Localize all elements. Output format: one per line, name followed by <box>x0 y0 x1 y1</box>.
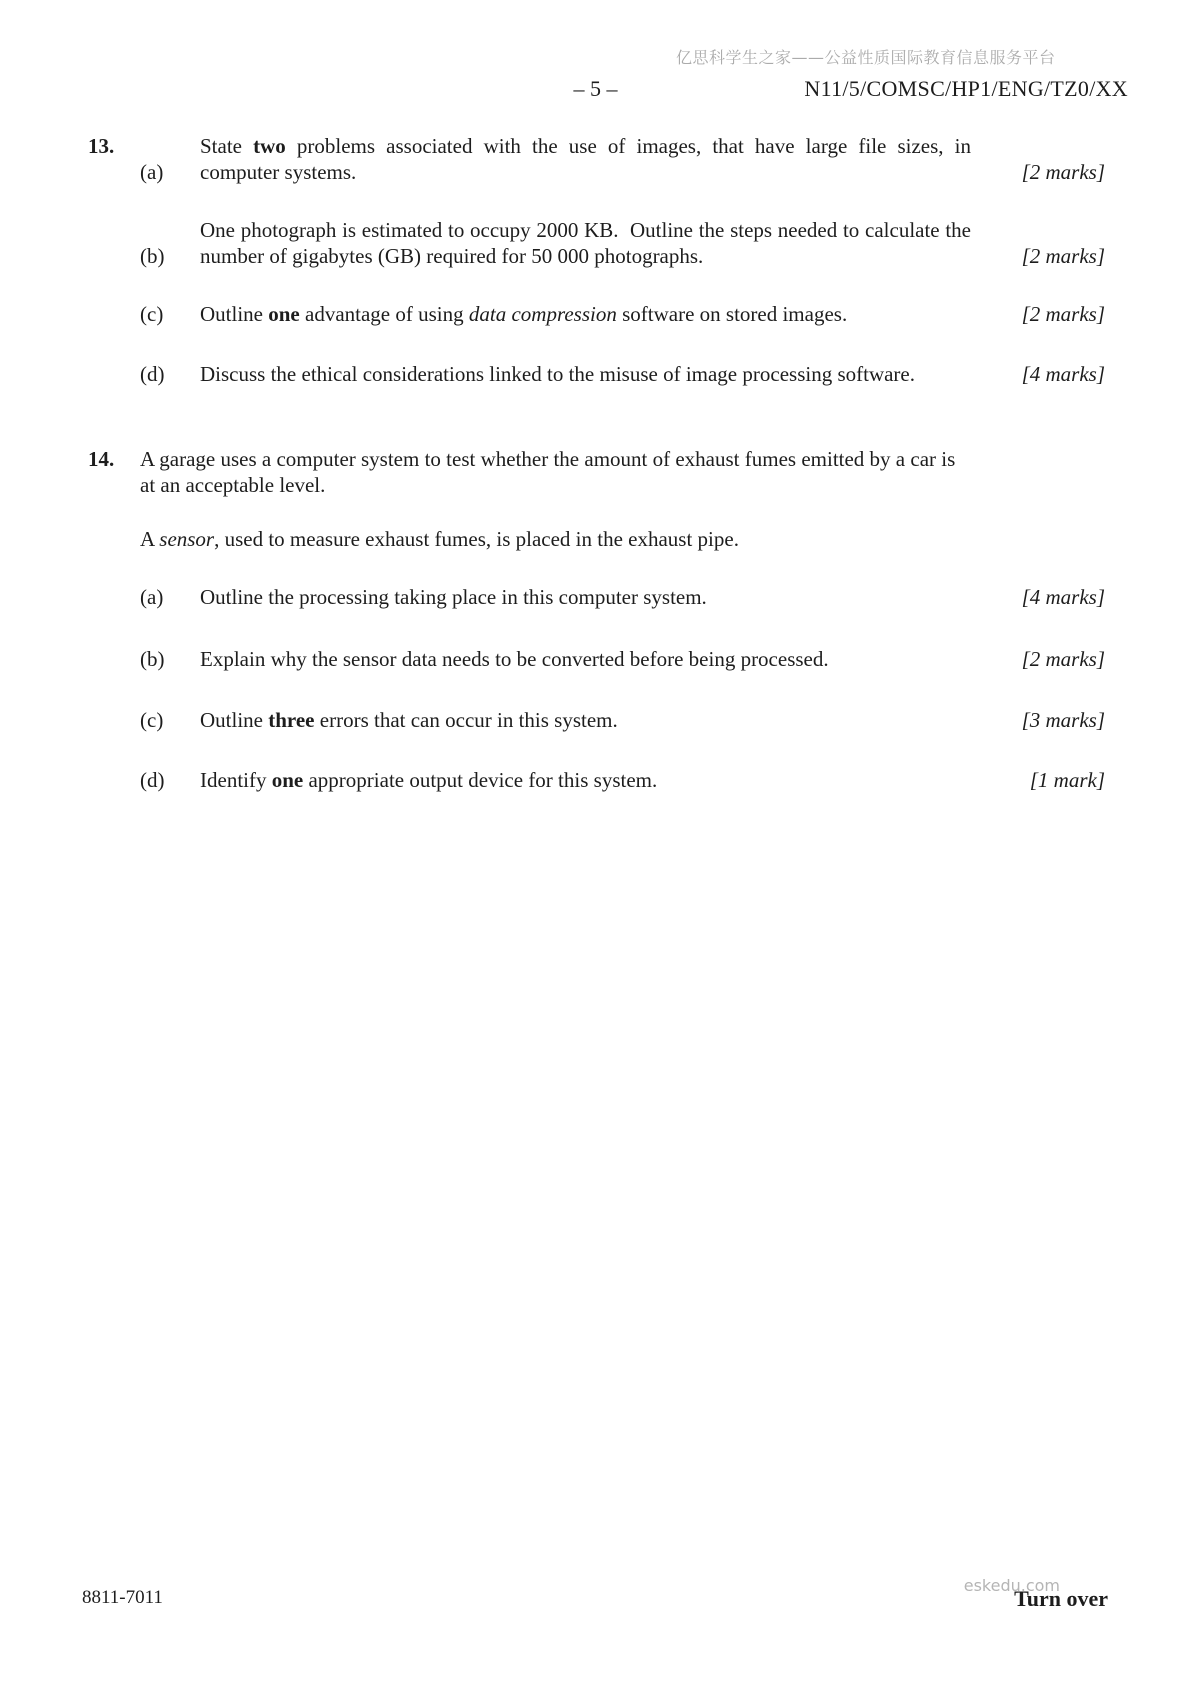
italic-text: sensor <box>159 527 215 551</box>
question-14 <box>88 446 1105 793</box>
question-14b <box>140 646 1105 672</box>
marks-label: [2 marks] <box>1021 302 1105 326</box>
bold-text: three <box>268 708 315 732</box>
marks-label: [2 marks] <box>1021 647 1105 671</box>
question-14-number: 14. <box>88 447 115 471</box>
text-segment: Discuss the ethical considerations linked to the misuse of image processing software. <box>200 362 915 386</box>
part-text <box>200 361 971 387</box>
marks-label: [3 marks] <box>1021 708 1105 732</box>
bold-text: one <box>268 302 300 326</box>
site-banner-text: 亿思科学生之家——公益性质国际教育信息服务平台 <box>676 48 1056 67</box>
text-segment: One photograph is estimated to occupy 2000 KB. Outline the steps needed to calculate the number of gigabytes (GB) required for 50 000 photographs. <box>200 218 971 268</box>
question-13c <box>140 301 1105 327</box>
question-13d <box>140 361 1105 387</box>
question-13b <box>140 217 1105 269</box>
text-segment: State <box>200 134 254 158</box>
text-segment: Outline the processing taking place in this computer system. <box>200 585 707 609</box>
part-text <box>200 707 971 733</box>
text-segment: Explain why the sensor data needs to be converted before being processed. <box>200 647 829 671</box>
paper-code: N11/5/COMSC/HP1/ENG/TZ0/XX <box>804 76 1128 101</box>
marks-label: [1 mark] <box>1029 768 1105 792</box>
marks-label: [2 marks] <box>1021 244 1105 268</box>
text-segment: problems associated with the use of images, that have large file sizes, in computer systems. <box>200 134 971 184</box>
bold-text: two <box>253 134 286 158</box>
page-number: – 5 – <box>573 76 618 101</box>
question-13a <box>140 133 1105 185</box>
text-segment: Identify <box>200 768 272 792</box>
text-segment: Outline <box>200 708 269 732</box>
question-14c <box>140 707 1105 733</box>
part-label: (a) <box>140 160 164 184</box>
part-label: (c) <box>140 302 164 326</box>
part-text <box>200 217 971 269</box>
text-segment: , used to measure exhaust fumes, is placed in the exhaust pipe. <box>214 527 739 551</box>
part-label: (c) <box>140 708 164 732</box>
question-13-parts <box>140 133 1105 387</box>
question-13 <box>88 133 1105 387</box>
italic-text: data compression <box>468 302 617 326</box>
part-label: (b) <box>140 647 165 671</box>
questions-area <box>88 133 1105 793</box>
question-13-number: 13. <box>88 134 115 158</box>
question-14a <box>140 584 1105 610</box>
question-14d <box>140 767 1105 793</box>
part-label: (d) <box>140 768 165 792</box>
bold-text: one <box>271 768 304 792</box>
part-text <box>200 584 971 610</box>
text-segment: Outline <box>200 302 269 326</box>
text-segment: appropriate output device for this system. <box>303 768 658 792</box>
text-segment: A <box>140 527 160 551</box>
turn-over-label: Turn over <box>1014 1586 1108 1611</box>
question-14-sensor-note <box>140 526 971 552</box>
document-code: 8811-7011 <box>82 1587 163 1608</box>
part-text <box>200 767 971 793</box>
part-text <box>200 301 971 327</box>
question-14-intro <box>140 446 971 498</box>
watermark-text: eskedu.com <box>963 1576 1060 1595</box>
part-label: (a) <box>140 585 164 609</box>
marks-label: [4 marks] <box>1021 585 1105 609</box>
marks-label: [2 marks] <box>1021 160 1105 184</box>
part-label: (b) <box>140 244 165 268</box>
text-segment: errors that can occur in this system. <box>314 708 618 732</box>
question-14-parts <box>140 446 1105 793</box>
part-label: (d) <box>140 362 165 386</box>
part-text <box>200 133 971 185</box>
text-segment: software on stored images. <box>616 302 848 326</box>
marks-label: [4 marks] <box>1021 362 1105 386</box>
part-text <box>200 646 971 672</box>
text-segment: advantage of using <box>299 302 469 326</box>
text-segment: A garage uses a computer system to test whether the amount of exhaust fumes emitted by a car is at an acceptable level. <box>140 447 956 497</box>
